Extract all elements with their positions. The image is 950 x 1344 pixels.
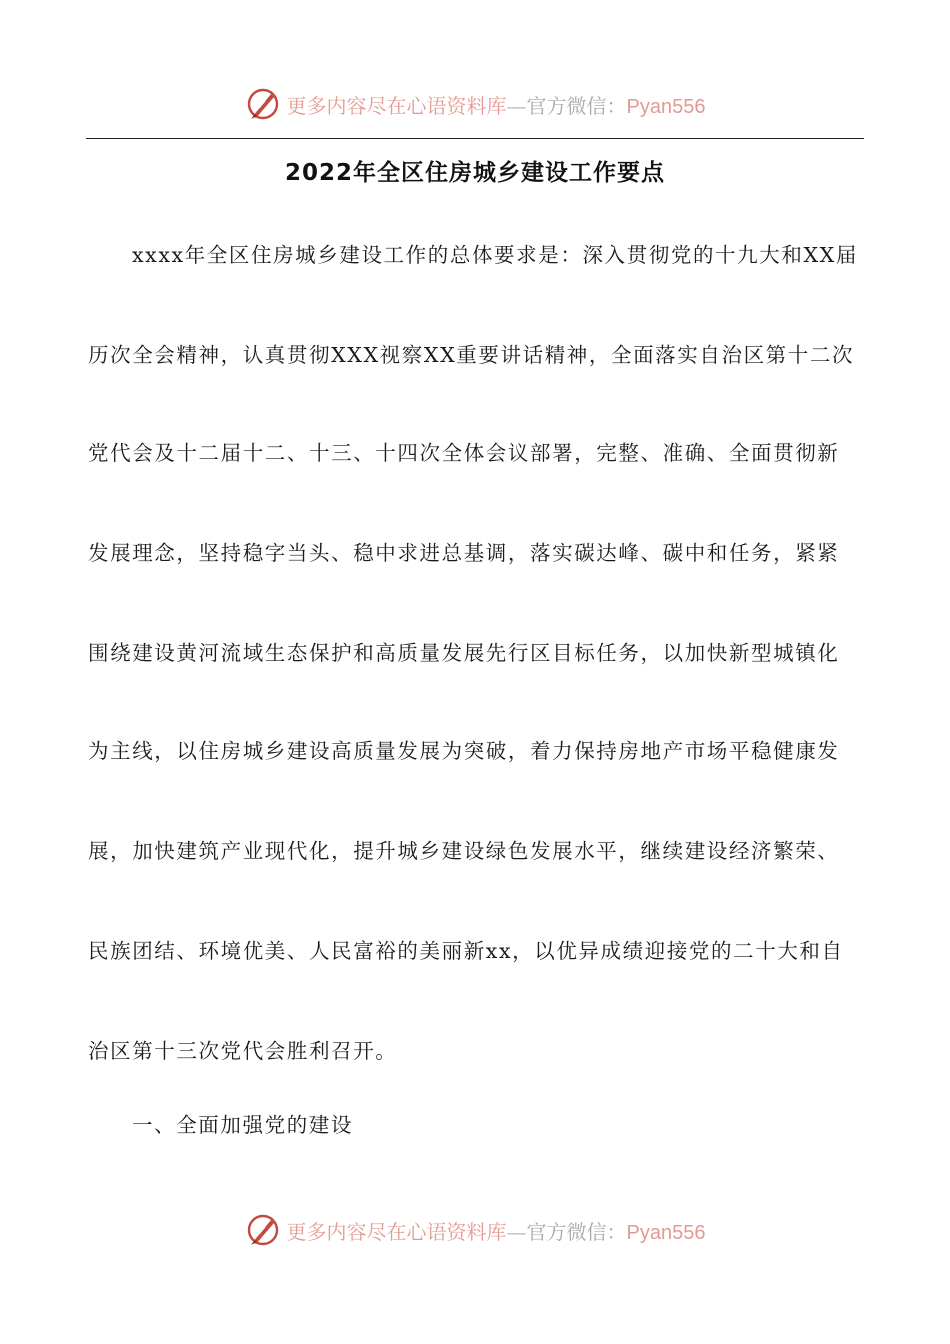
paragraph-line: xxxx年全区住房城乡建设工作的总体要求是：深入贯彻党的十九大和XX届: [132, 243, 858, 267]
quill-pen-circle-logo-icon: [245, 86, 281, 122]
paragraph-line: 发展理念，坚持稳字当头、稳中求进总基调，落实碳达峰、碳中和任务，紧紧: [88, 541, 840, 565]
paragraph-line: 展，加快建筑产业现代化，提升城乡建设绿色发展水平，继续建设经济繁荣、: [88, 839, 840, 863]
paragraph-line: 党代会及十二届十二、十三、十四次全体会议部署，完整、准确、全面贯彻新: [88, 441, 840, 465]
banner-text: [287, 90, 706, 119]
header-divider: [86, 138, 864, 139]
paragraph-line: 为主线，以住房城乡建设高质量发展为突破，着力保持房地产市场平稳健康发: [88, 739, 840, 763]
banner-separator: —: [506, 1219, 527, 1244]
banner-slogan: 更多内容尽在心语资料库: [286, 1219, 507, 1244]
paragraph-line: 围绕建设黄河流域生态保护和高质量发展先行区目标任务，以加快新型城镇化: [88, 641, 840, 665]
section-heading: 一、全面加强党的建设: [132, 1113, 353, 1137]
paragraph-line: 历次全会精神，认真贯彻XXX视察XX重要讲话精神，全面落实自治区第十二次: [88, 343, 855, 367]
banner-separator: —: [506, 93, 527, 118]
banner-wechat-id: Pyan556: [626, 1221, 706, 1244]
document-title: 2022年全区住房城乡建设工作要点: [284, 160, 665, 186]
banner-wechat-label: 官方微信：: [526, 1219, 627, 1244]
quill-pen-circle-logo-icon: [245, 1212, 281, 1248]
banner-slogan: 更多内容尽在心语资料库: [286, 93, 507, 118]
paragraph-line: 治区第十三次党代会胜利召开。: [88, 1039, 398, 1063]
banner-wechat-label: 官方微信：: [526, 93, 627, 118]
banner-wechat-id: Pyan556: [626, 95, 706, 118]
header-banner: [0, 82, 950, 126]
banner-text: [287, 1216, 706, 1245]
paragraph-line: 民族团结、环境优美、人民富裕的美丽新xx，以优异成绩迎接党的二十大和自: [88, 939, 844, 963]
footer-banner: [0, 1208, 950, 1252]
